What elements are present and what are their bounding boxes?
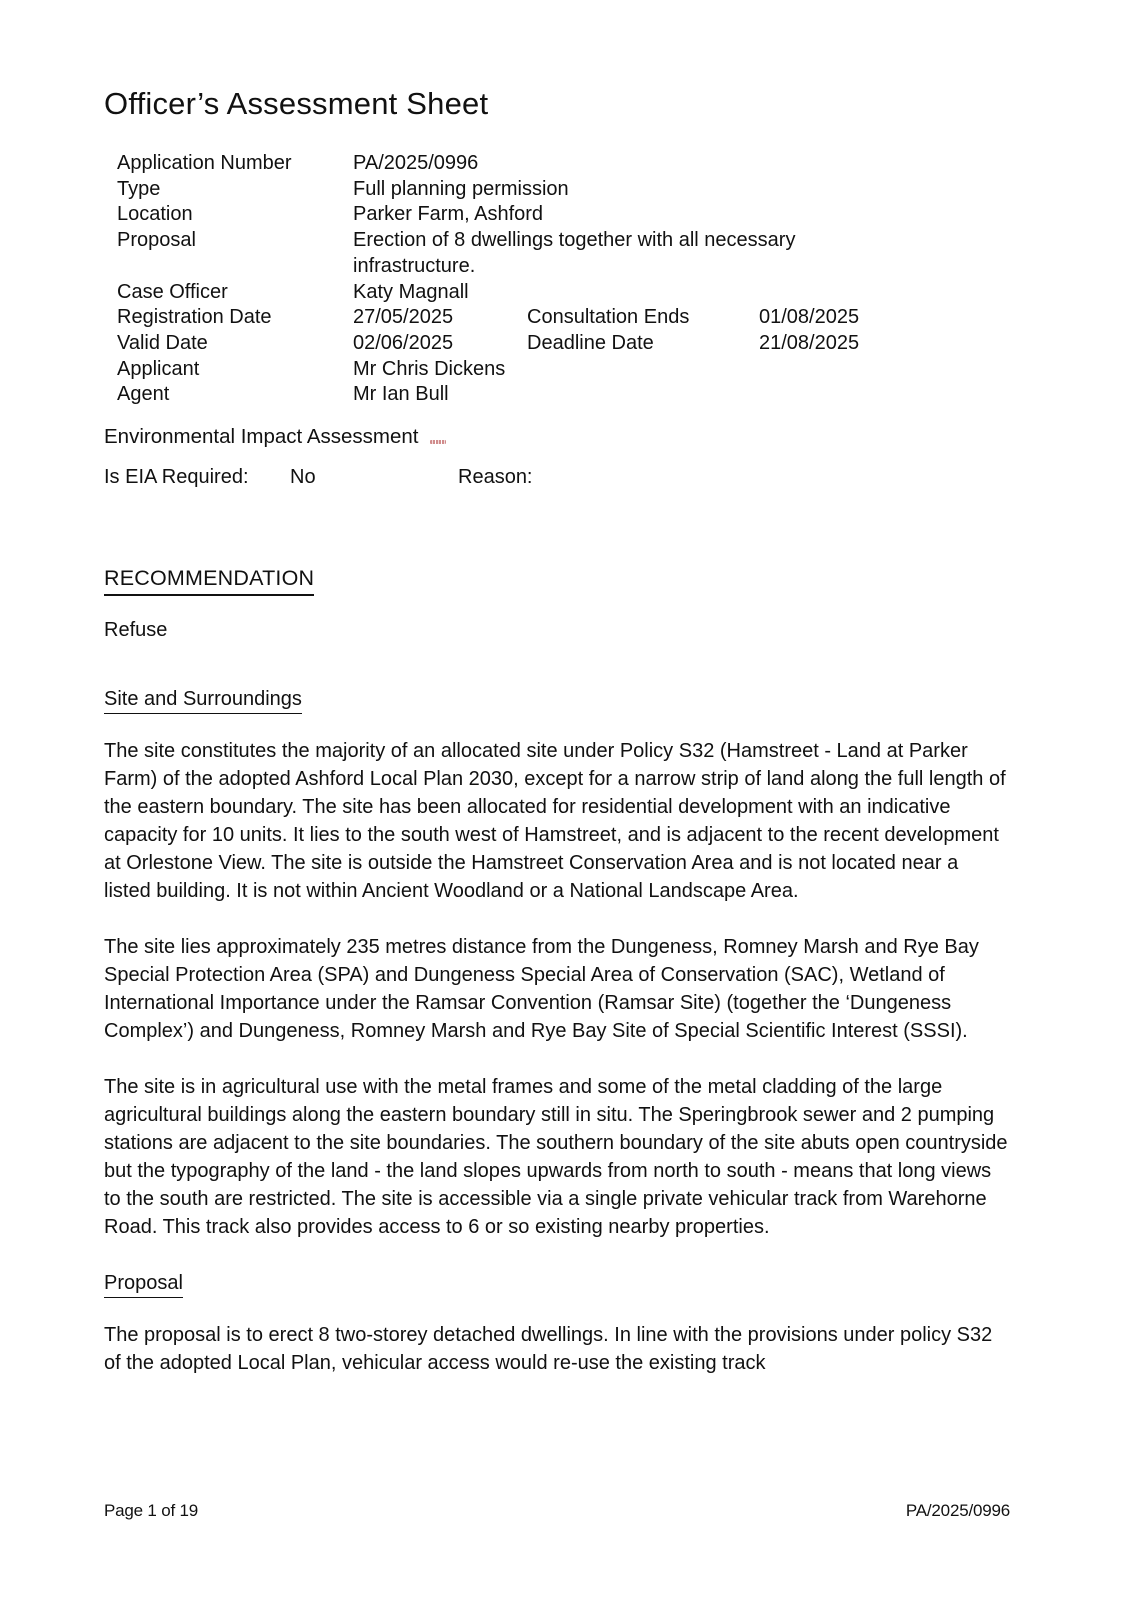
paragraph: The site lies approximately 235 metres distance from the Dungeness, Romney Marsh and Rye Bay Special Protection Area (SPA) and Dungeness Special Area of Conservation (SAC), Wetland of International Importance under the Ramsar Convention (Ramsar Site) (together the ‘Dungeness Complex’) and Dungeness, Romney Marsh and Rye Bay Site of Special Scientific Interest (SSSI). — [104, 936, 979, 1043]
meta-label: Consultation Ends — [527, 306, 690, 329]
meta-row-registration-date — [117, 305, 1010, 331]
section-heading-site-and-surroundings: Site and Surroundings — [104, 688, 1010, 714]
meta-value: Parker Farm, Ashford — [353, 203, 544, 226]
meta-row-case-officer — [117, 280, 1010, 306]
meta-row-type — [117, 177, 1010, 203]
red-annotation-mark — [430, 440, 446, 444]
eia-required-value: No — [290, 466, 316, 489]
meta-row-application-number — [117, 151, 1010, 177]
meta-value: 02/06/2025 — [353, 331, 454, 354]
meta-label: Proposal — [117, 229, 196, 252]
meta-row-proposal — [117, 228, 1010, 279]
meta-label: Registration Date — [117, 306, 272, 329]
meta-value: 01/08/2025 — [759, 306, 860, 329]
meta-row-location — [117, 202, 1010, 228]
meta-row-agent — [117, 382, 1010, 408]
meta-row-valid-date — [117, 331, 1010, 357]
meta-value: Katy Magnall — [353, 280, 469, 303]
paragraph: The site constitutes the majority of an allocated site under Policy S32 (Hamstreet - Land at Parker Farm) of the adopted Ashford Local Plan 2030, except for a narrow strip of land along the full length of the eastern boundary. The site has been allocated for residential development with an indicative capacity for 10 units. It lies to the south west of Hamstreet, and is adjacent to the recent development at Orlestone View. The site is outside the Hamstreet Conservation Area and is not located near a listed building. It is not within Ancient Woodland or a National Landscape Area. — [104, 740, 1006, 903]
meta-label: Deadline Date — [527, 331, 654, 354]
section-heading-proposal: Proposal — [104, 1272, 1010, 1298]
meta-label: Type — [117, 177, 161, 200]
meta-label: Agent — [117, 383, 170, 406]
eia-heading: Environmental Impact Assessment — [104, 425, 419, 449]
application-meta-table — [117, 151, 1010, 408]
meta-label: Applicant — [117, 357, 200, 380]
paragraph: The proposal is to erect 8 two-storey detached dwellings. In line with the provisions under policy S32 of the adopted Local Plan, vehicular access would re-use the existing track — [104, 1324, 993, 1375]
meta-value: Mr Chris Dickens — [353, 357, 506, 380]
meta-label: Application Number — [117, 152, 292, 174]
meta-value: Full planning permission — [353, 177, 569, 200]
meta-label: Case Officer — [117, 280, 228, 303]
meta-value: Mr Ian Bull — [353, 383, 449, 406]
eia-required-label: Is EIA Required: — [104, 466, 249, 489]
footer-page-number: Page 1 of 19 — [104, 1501, 199, 1520]
page-footer — [104, 1501, 1010, 1521]
eia-required-line — [104, 466, 1010, 489]
recommendation-heading: RECOMMENDATION — [104, 566, 1010, 596]
meta-row-applicant — [117, 357, 1010, 383]
eia-section — [104, 425, 1010, 449]
meta-value: 27/05/2025 — [353, 306, 454, 329]
meta-value: 21/08/2025 — [759, 331, 860, 354]
page-title: Officer’s Assessment Sheet — [104, 86, 489, 121]
meta-value: PA/2025/0996 — [353, 152, 479, 174]
recommendation-value: Refuse — [104, 619, 168, 642]
eia-reason-label: Reason: — [458, 466, 533, 489]
paragraph: The site is in agricultural use with the metal frames and some of the metal cladding of the large agricultural buildings along the eastern boundary still in situ. The Speringbrook sewer and 2 pumping stations are adjacent to the site boundaries. The southern boundary of the site abuts open countryside but the typography of the land - the land slopes upwards from north to south - means that long views to the south are restricted. The site is accessible via a single private vehicular track from Warehorne Road. This track also provides access to 6 or so existing nearby properties. — [104, 1076, 1008, 1239]
meta-value: Erection of 8 dwellings together with all necessary infrastructure. — [353, 229, 796, 277]
footer-application-number: PA/2025/0996 — [905, 1501, 1010, 1520]
meta-label: Location — [117, 203, 193, 226]
meta-label: Valid Date — [117, 331, 208, 354]
